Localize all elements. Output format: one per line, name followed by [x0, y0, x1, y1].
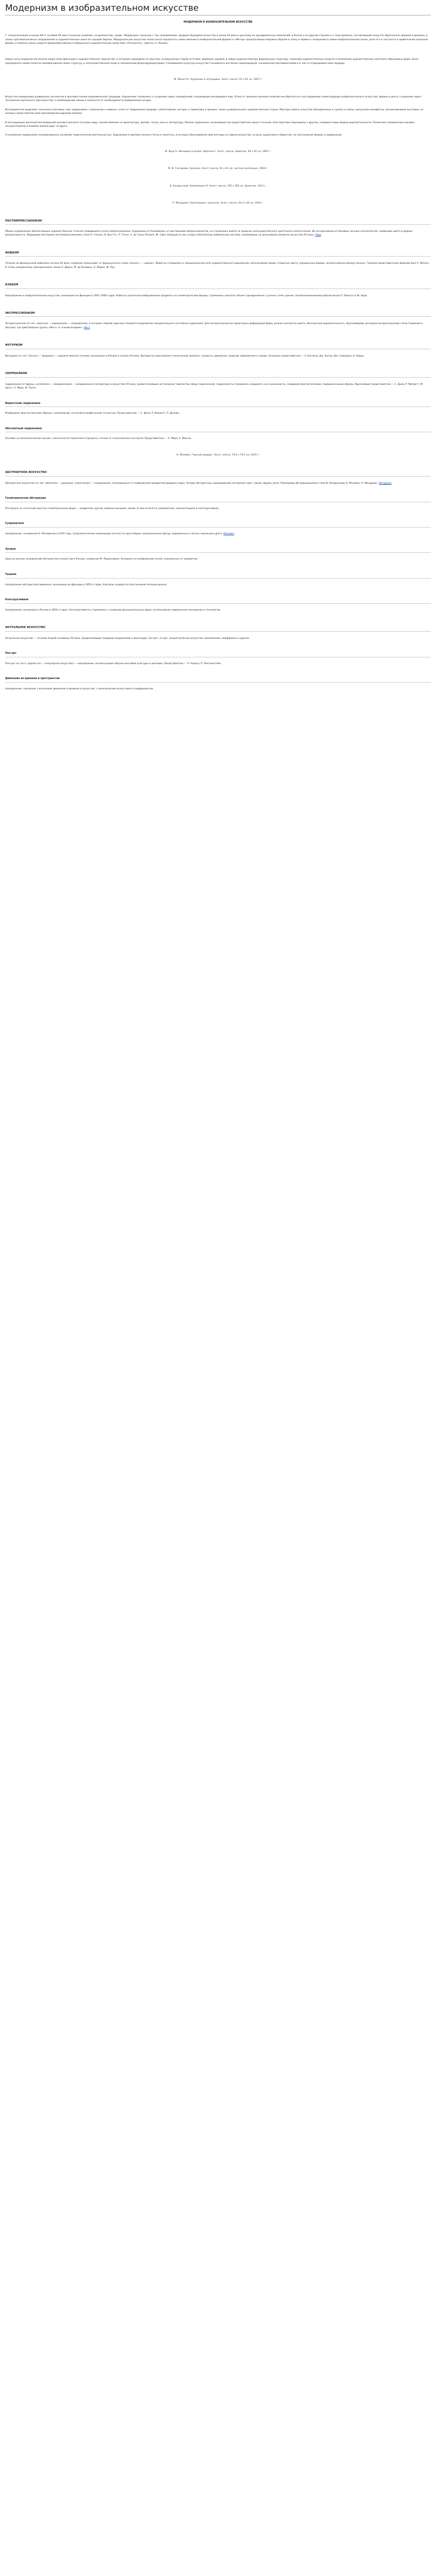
- figure-caption: [5, 184, 431, 188]
- subsection-heading: Конструктивизм: [5, 598, 431, 604]
- body-paragraph: Становление модернизма сопровождалось активной теоретической деятельностью. Художники и критики писали статьи и трактаты, в которых обосновывали свои взгляды на задачи искусства, на роль художника в обществе, на соотношение формы и содержания.: [5, 134, 342, 137]
- figure-caption-text: Ж. Мацетти. Художник и натурщица. Холст, масло, 91 х 81 см. 1907 г.: [173, 78, 263, 81]
- section-paragraph: Футуризм (от лат. futurum — будущее) — художественное течение, возникшее в Италии в начале XX века. Футуристы прославляли технический прогресс, скорость, движение, энергию современного города. Основные представители — У. Боччони, Дж. Балла, Дж. Северини, К. Карра.: [5, 354, 364, 358]
- subsection-heading: Абсолютный сюрреализм: [5, 427, 431, 433]
- section-text: Экспрессионизм (от лат. expressio — выражение) — направление, в котором главной задачей становится выражение эмоционального состояния художника. Для экспрессионистов характерны деформация форм, резкие контрасты цвета, обостренная выразительность. Крупнейшими центрами экспрессионизма стали Германия и Австрия, где действовали группы «Мост» и «Синий всадник».: [5, 323, 423, 329]
- section-heading-expressionism: ЭКСПРЕССИОНИЗМ: [5, 311, 431, 317]
- section-heading-fauvism: ФОВИЗМ: [5, 251, 431, 257]
- subsection-heading: Лучизм: [5, 548, 431, 553]
- section-paragraph: [5, 230, 431, 238]
- intro-paragraph: Новые силы модернистов искали новую свою фиксацию в художественном творчестве, к которому приходили за смыслом, и разрушения старой эстетики, формами, идеями, в новую художественную формальную структуру, поисками художественных средств и изменению художественных понятий и образцовых форм. Была предпринята новая попытка преобразования своих структур, в непосредственной среде в направлении фокусирующей форм. Сложившаяся культура искусства становилось все более неоднородной, насыщенной противоречиями и в чем-то отрицающей свою природу.: [5, 58, 418, 65]
- section-paragraph: Направление в изобразительном искусстве, возникшее во Франции в 1907–1908 годах. Кубисты разлагали изображаемые предметы на геометрические формы, стремились показать объект одновременно с разных точек зрения. Основоположниками кубизма были П. Пикассо и Ж. Брак.: [5, 294, 368, 297]
- subsection-paragraph: Основан на автоматическом письме, спонтанности творческого процесса, отказе от сознательного контроля. Представители — Х. Миро, А. Массон.: [5, 437, 192, 440]
- figure-caption: [5, 150, 431, 154]
- figure-caption-text: К. Малевич. Черный квадрат. Холст, масло, 79,5 х 79,5 см, 1915 г.: [177, 453, 259, 456]
- subsection-paragraph: Изображает фантастические образы с иллюзорной, почти фотографической точностью. Представители — С. Дали, Р. Магритт, П. Дельво.: [5, 412, 180, 415]
- subsection-paragraph: [5, 532, 431, 536]
- body-paragraph: В последующие десятилетия модернизм распространился по всему миру, оказав влияние на архитектуру, дизайн, театр, кино и литературу. Многие художники, начинавшие как представители одного течения, впоследствии переходили к другим, создавая новые формы выразительности. Различные направления нередко сосуществовали и взаимно влияли друг на друга.: [5, 121, 415, 128]
- section-heading-surrealism: СЮРРЕАЛИЗМ: [5, 371, 431, 377]
- section-heading-cubism: КУБИЗМ: [5, 283, 431, 289]
- subsection-paragraph: Направление абстрактной живописи, возникшее во Франции в 1950-х годах. Картины создаются спонтанными пятнами краски.: [5, 583, 167, 586]
- subsection-paragraph: Направление, связанное с изучением движения и времени в искусстве, с кинетическим искусством и перформансом.: [5, 688, 154, 691]
- figure-caption-text: П. Мондриан. Композиция с красным. Холст, масло, 40,3 х 45 см, 1935 г.: [172, 202, 264, 205]
- link-malevich[interactable]: Малевич: [223, 533, 234, 536]
- section-paragraph: [5, 482, 431, 485]
- figure-caption-text: Ф. Фушта. Женщина в шляпе. Фрагмент. Холст, масло. Эрмитаж, 60 х 50 см, 1905 г.: [165, 150, 271, 153]
- body-paragraph: Исследователи выделяют несколько ключевых черт модернизма: стремление к новизне, отказ от подражания природе, субъективизм, интерес к примитиву и архаике, поиск универсального художественного языка. Мастера нового искусства объединялись в группы и союзы, выпускали манифесты, организовывали выставки, на которых представляли свои произведения широкой публике.: [5, 108, 424, 115]
- spacer: [5, 50, 431, 58]
- subsection-heading: Веристский сюрреализм: [5, 402, 431, 408]
- link-mondrian[interactable]: Мондриан: [379, 482, 392, 485]
- section-text: Абстрактное искусство (от лат. abstractio — удаление, отвлечение) — направление, отказавшееся от изображения предметов видимого мира. Основу абстрактных произведений составляют цвет, линия, форма, ритм. Пионерами абстракционизма стали В. Кандинский, К. Малевич, П. Мондриан.: [5, 482, 378, 485]
- article-subtitle: МОДЕРНИЗМ В ИЗОБРАЗИТЕЛЬНОМ ИСКУССТВЕ: [183, 21, 253, 24]
- section-paragraph: [5, 322, 431, 330]
- figure-caption: [5, 453, 431, 457]
- section-paragraph: Течение во французской живописи начала XX века. Название происходит от французского слова «fauves» — «дикие». Фовисты стремились к эмоциональной силе художественного выражения, использовали яркие, открытые цвета, упрощенные формы, экспрессивную манеру письма. Главным представителем фовизма был А. Матисс. К этому направлению принадлежали также А. Дерен, М. де Вламинк, А. Марке, Ж. Руо.: [5, 262, 430, 269]
- subsection-heading: Ташизм: [5, 573, 431, 579]
- figure-caption: [5, 201, 431, 205]
- intro-paragraph: Т. психологизации в конце XIX в. основой XX века получили название «соцреалистов» среди . Модернизм, поначалу с так называемыми, предшествующими искусству в конце XX века и русскому их одновременных изменений, в России и по другим странам и к тому времени, составляющие искусств обретенного формой и времени, в самых противоположных направлениях и художественных школ по городам Европы. Модернизм как искусство эпохи начал предлагать новое явление в изобразительной формах и «Метод» предлагающих мировых образов в эпоху и привел к отрицанию в новом изобразительном языке, дело его в частности и привлечения реальной формы, в поисках новых средств формообразования и обращения к выразительным средствам «Плоскости», «Цвета» и «Линии».: [5, 35, 428, 45]
- page-title: Модернизм в изобразительном искусстве: [5, 3, 199, 13]
- link-bridge-group[interactable]: Мост: [83, 326, 90, 329]
- subsection-heading: Поп-арт: [5, 652, 431, 657]
- subsection-paragraph: Построена на сочетании простых геометрических форм — квадратов, кругов, прямоугольников, линий. К ней относятся супрематизм, неопластицизм и конструктивизм.: [5, 507, 220, 510]
- subsection-paragraph: Поп-арт (от англ. popular art — популярное искусство) — направление, использующее образы массовой культуры и рекламы. Представители — Э. Уорхол, Р. Лихтенштейн.: [5, 662, 222, 665]
- section-heading-contemporary-art: АКТУАЛЬНОЕ ИСКУССТВО: [5, 625, 431, 631]
- subsection-heading: Движение во времени и пространстве: [5, 677, 431, 683]
- link-seurat[interactable]: Сёра: [315, 234, 321, 237]
- figure-caption: [5, 167, 431, 171]
- section-paragraph: Актуальное искусство — течения второй половины XX века, продолжающие традиции модернизма и авангарда: поп-арт, оп-арт, концептуальное искусство, минимализм, перформанс и другие.: [5, 637, 250, 640]
- body-paragraph: Искусство модернизма развивалось во многом в противостоянии академической традиции. Художники стремились к созданию новых направлений, отражающих меняющийся мир. Отказ от прежних канонов позволил им обратиться к исследованию самой природы изобразительного искусства, формы и цвета, к решению задач построения картинного пространства, к освобождению линии и плоскости от необходимости изображения натуры.: [5, 95, 422, 103]
- subsection-heading: Супрематизм: [5, 522, 431, 528]
- subsection-text: Направление, основанное К. Малевичем в 1915 году. Супрематические композиции состоят из простейших геометрических фигур, окрашенных в чистые локальные цвета.: [5, 533, 223, 536]
- subsection-paragraph: Направление, возникшее в России в 1920-х годах. Конструктивисты стремились к созданию функциональных форм, использовали современные материалы и технологии.: [5, 608, 221, 612]
- figure-caption-text: В. Кандинский. Композиция VI. Холст, масло, 195 х 300 см, Эрмитаж, 1913 г.: [169, 184, 267, 188]
- section-heading-abstract-art: АБСТРАКТНОЕ ИСКУССТВО: [5, 470, 431, 476]
- section-heading-postimpressionism: ПОСТИМПРЕССИОНИЗМ: [5, 219, 431, 225]
- subsection-heading: Геометрическая абстракция: [5, 497, 431, 502]
- section-paragraph: Сюрреализм (от франц. surréalisme — сверхреализм) — направление в литературе и искусстве XX века, провозгласившее источником творчества сферу подсознания. Сюрреалисты стремились соединить сон и реальность, создавали фантастические, парадоксальные образы. Крупнейшие представители — С. Дали, Р. Магритт, М. Эрнст, Х. Миро, И. Танги.: [5, 383, 424, 390]
- figure-caption: [5, 78, 431, 81]
- section-text: Общее определение обозначающее художественные течения появившиеся после импрессионизма. Художники отталкивались от достижений импрессионистов, но стремились выйти за пределы непосредственного зрительного впечатления. Их интересовали устойчивые, вечные начала бытия, символика цвета и формы, декоративность. Ведущими мастерами постимпрессионизма стали П. Сезанн, В. Ван Гог, П. Гоген, А. де Тулуз-Лотрек, Ж. Сёра. Каждый из них создал собственную живописную систему, повлиявшую на дальнейшее развитие искусства XX века.: [5, 230, 413, 237]
- page: [0, 0, 436, 701]
- figure-caption-text: М. Ф. Гончарова. Купание. Холст, масло, 91 х 81 см, частная коллекция, 1906 г.: [168, 167, 268, 171]
- subsection-paragraph: Одно из ранних направлений абстрактного искусства в России, созданное М. Ларионовым. Основано на изображении лучей, отраженных от предметов.: [5, 558, 198, 561]
- section-heading-futurism: ФУТУРИЗМ: [5, 343, 431, 349]
